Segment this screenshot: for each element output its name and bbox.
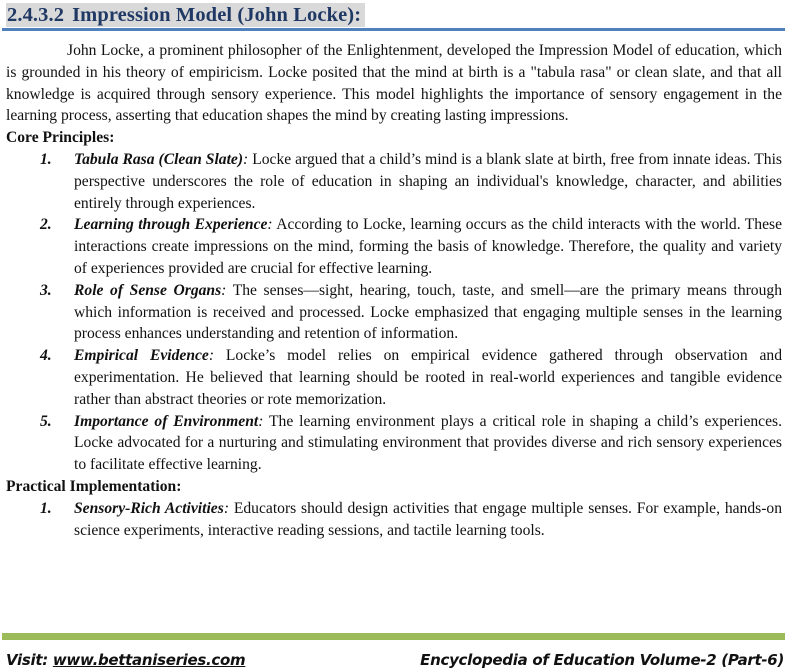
list-item [6, 411, 782, 476]
practical-implementation-heading: Practical Implementation: [6, 477, 182, 495]
section-number: 2.4.3.2 [7, 4, 65, 26]
item-number: 4. [40, 347, 52, 365]
section-title: Impression Model (John Locke): [72, 4, 362, 26]
list-item [6, 214, 782, 279]
item-number: 3. [40, 281, 52, 299]
item-colon: : [267, 216, 273, 234]
item-number: 2. [40, 216, 52, 234]
item-term: Sensory-Rich Activities [74, 499, 224, 517]
item-text: Locke argued that a child’s mind is a blank slate at birth, free from innate ideas. This perspective underscores the role of education in shaping an individual's knowledge, character, and abilities entirely through experiences. [74, 150, 782, 212]
footer-visit-label: Visit: [6, 651, 53, 669]
item-colon: : [208, 347, 215, 365]
item-term: Role of Sense Organs [74, 281, 222, 299]
footer-book-title: Encyclopedia of Education Volume-2 (Part-6) [420, 651, 784, 669]
item-text: Locke’s model relies on empirical evidence gathered through observation and experimentation. He believed that learning should be rooted in real-world experiences and tangible evidence rather than abstract theories or rote memorization. [74, 347, 782, 408]
page-footer [6, 649, 784, 671]
page-content [6, 40, 782, 541]
item-number: 5. [40, 412, 52, 430]
list-item [6, 149, 782, 214]
section-heading [6, 3, 365, 27]
item-colon: : [258, 412, 264, 430]
item-text: According to Locke, learning occurs as the child interacts with the world. These interactions create impressions on the mind, forming the basis of knowledge. Therefore, the quality and variety of experiences provided are crucial for effective learning. [74, 216, 782, 277]
item-term: Learning through Experience [74, 216, 268, 234]
list-item [6, 280, 782, 345]
core-principles-list [6, 149, 782, 476]
heading-divider [2, 28, 785, 31]
intro-paragraph: John Locke, a prominent philosopher of the Enlightenment, developed the Impression Model of education, which is grounded in his theory of empiricism. Locke posited that the mind at birth is a "tabula rasa" or clean slate, and that all knowledge is acquired through sensory experience. This model highlights the importance of sensory engagement in the learning process, asserting that education shapes the mind by creating lasting impressions. [6, 42, 782, 125]
section-heading-wrap [6, 3, 365, 27]
footer-website-link[interactable]: www.bettaniseries.com [52, 651, 246, 669]
item-term: Tabula Rasa (Clean Slate) [74, 150, 244, 168]
item-colon: : [223, 499, 230, 517]
item-term: Importance of Environment [74, 412, 259, 430]
item-text: The senses—sight, hearing, touch, taste, and smell—are the primary means through which information is received and processed. Locke emphasized that engaging multiple senses in the learning process enhances understanding and retention of information. [74, 281, 782, 343]
item-number: 1. [40, 150, 52, 168]
footer-visit [6, 651, 245, 669]
item-text: Educators should design activities that engage multiple senses. For example, hands-on science experiments, interactive reading sessions, and tactile learning tools. [74, 499, 783, 539]
item-text: The learning environment plays a critical role in shaping a child’s experiences. Locke advocated for a nurturing and stimulating environment that provides diverse and rich sensory experiences to facilitate effective learning. [74, 412, 782, 474]
item-number: 1. [40, 499, 52, 517]
footer-divider [2, 633, 785, 640]
item-colon: : [221, 281, 227, 299]
item-term: Empirical Evidence [74, 347, 209, 365]
practical-implementation-list [6, 498, 782, 542]
core-principles-heading: Core Principles: [6, 129, 115, 147]
list-item [6, 345, 782, 410]
item-colon: : [243, 150, 249, 168]
list-item [6, 498, 782, 542]
